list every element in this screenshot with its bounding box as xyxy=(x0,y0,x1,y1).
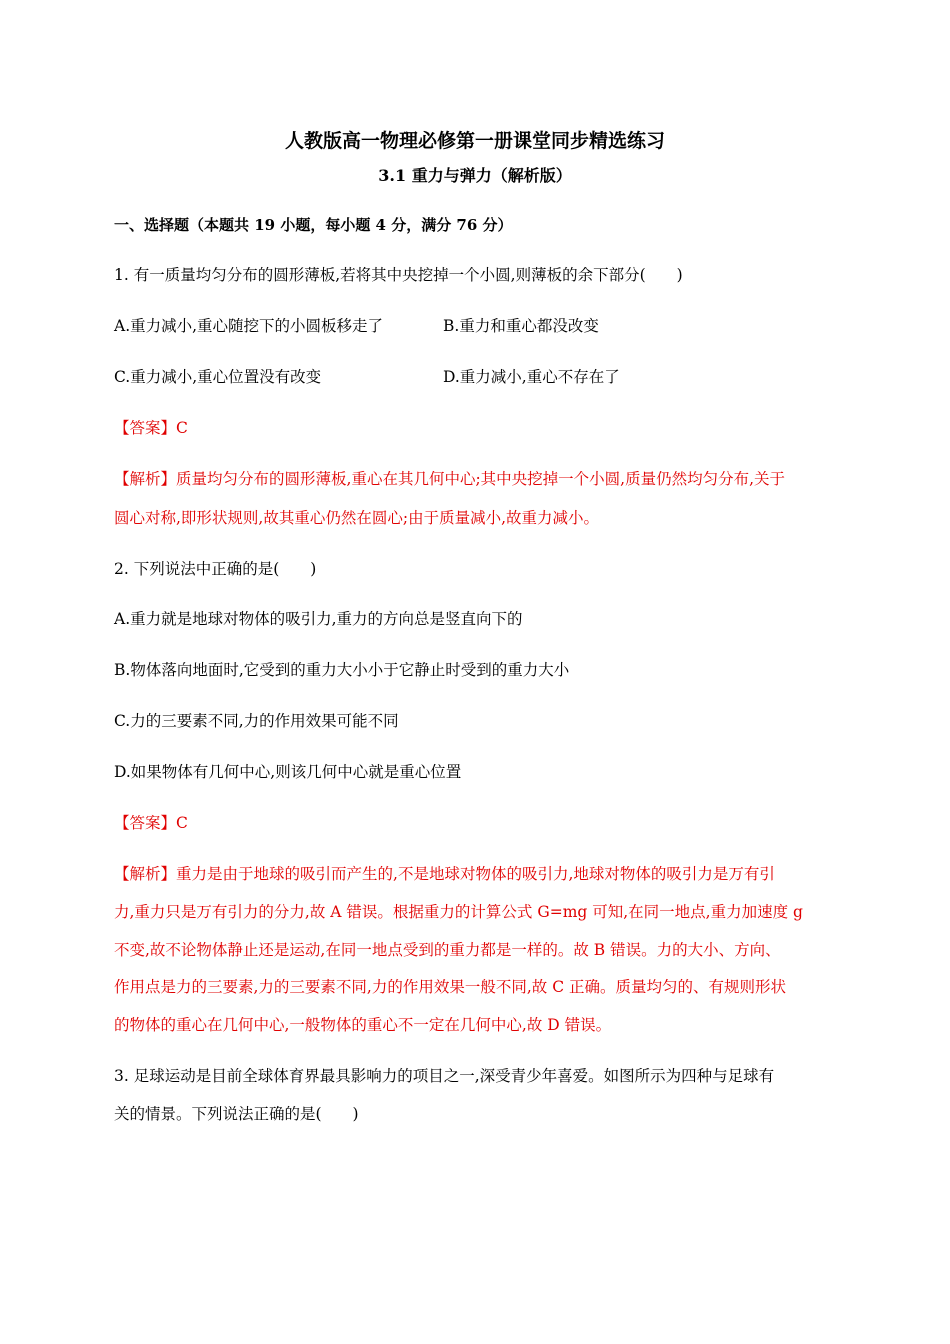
question-2-analysis-line-4: 作用点是力的三要素,力的三要素不同,力的作用效果一般不同,故 C 正确。质量均匀的、有规则形状 xyxy=(114,978,786,996)
question-3-stem-line-1: 3. 足球运动是目前全球体育界最具影响力的项目之一,深受青少年喜爱。如图所示为四种与足球有 xyxy=(114,1067,775,1085)
question-2-analysis-line-2: 力,重力只是万有引力的分力,故 A 错误。根据重力的计算公式 G=mg 可知,在同一地点,重力加速度 g xyxy=(114,903,803,921)
question-2-answer xyxy=(114,812,188,834)
question-1-stem: 1. 有一质量均匀分布的圆形薄板,若将其中央挖掉一个小圆,则薄板的余下部分( ) xyxy=(114,266,683,284)
question-2-analysis-line-1 xyxy=(114,863,775,885)
question-3-stem-line-2: 关的情景。下列说法正确的是( ) xyxy=(114,1105,359,1123)
answer-value: C xyxy=(176,419,188,437)
question-1-option-b: B.重力和重心都没改变 xyxy=(443,317,599,335)
question-1-analysis-line-2: 圆心对称,即形状规则,故其重心仍然在圆心;由于质量减小,故重力减小。 xyxy=(114,509,600,527)
answer-tag: 【答案】 xyxy=(114,419,177,437)
question-1-analysis-line-1 xyxy=(114,468,785,490)
question-1-option-a: A.重力减小,重心随挖下的小圆板移走了 xyxy=(114,317,384,335)
question-1-option-c: C.重力减小,重心位置没有改变 xyxy=(114,368,322,386)
question-2-option-a: A.重力就是地球对物体的吸引力,重力的方向总是竖直向下的 xyxy=(114,610,523,628)
document-title: 人教版高一物理必修第一册课堂同步精选练习 xyxy=(284,130,665,152)
question-2-option-b: B.物体落向地面时,它受到的重力大小小于它静止时受到的重力大小 xyxy=(114,661,570,679)
question-1-answer xyxy=(114,417,188,439)
question-1-option-d: D.重力减小,重心不存在了 xyxy=(443,368,620,386)
answer-tag: 【答案】 xyxy=(114,814,177,832)
analysis-text: 质量均匀分布的圆形薄板,重心在其几何中心;其中央挖掉一个小圆,质量仍然均匀分布,关于 xyxy=(176,470,786,488)
section-heading: 一、选择题（本题共 19 小题，每小题 4 分，满分 76 分） xyxy=(114,216,513,234)
question-2-stem: 2. 下列说法中正确的是( ) xyxy=(114,560,317,578)
question-2-option-c: C.力的三要素不同,力的作用效果可能不同 xyxy=(114,712,399,730)
analysis-text: 重力是由于地球的吸引而产生的,不是地球对物体的吸引力,地球对物体的吸引力是万有引 xyxy=(176,865,775,883)
question-2-analysis-line-3: 不变,故不论物体静止还是运动,在同一地点受到的重力都是一样的。故 B 错误。力的大小、方向、 xyxy=(114,941,781,959)
answer-value: C xyxy=(176,814,188,832)
analysis-tag: 【解析】 xyxy=(114,865,177,883)
question-2-analysis-line-5: 的物体的重心在几何中心,一般物体的重心不一定在几何中心,故 D 错误。 xyxy=(114,1016,612,1034)
document-subtitle: 3.1 重力与弹力（解析版） xyxy=(378,166,572,185)
question-2-option-d: D.如果物体有几何中心,则该几何中心就是重心位置 xyxy=(114,763,462,781)
analysis-tag: 【解析】 xyxy=(114,470,177,488)
